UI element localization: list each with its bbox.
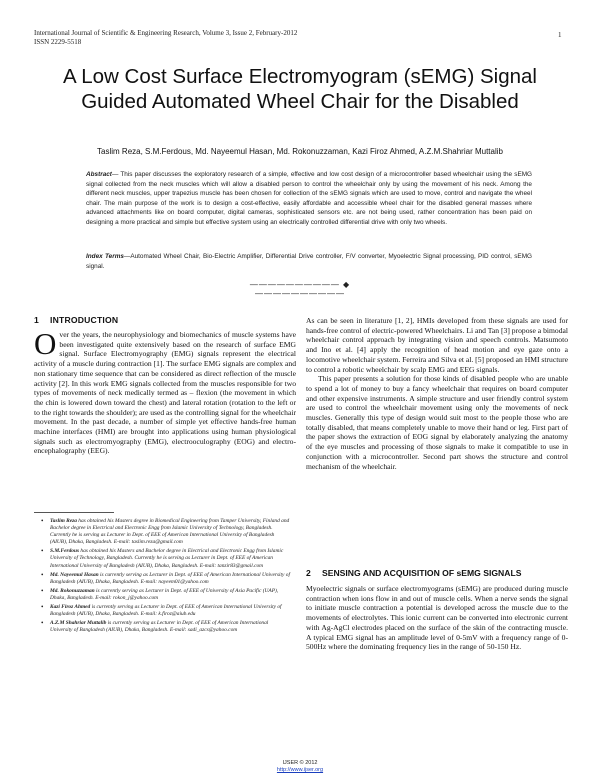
copyright: IJSER © 2012 bbox=[282, 760, 318, 766]
footnote-item: • Md. Rokonuzzaman is currently serving as Lecturer in Dept. of EEE of University of Asia Pacific (UAP), Dhaka, Bangladesh. E-mail: rokon_j@yahoo.com bbox=[50, 588, 292, 602]
index-terms-text: —Automated Wheel Chair, Bio-Electric Amplifier, Differential Drive controller, F/V converter, Myoelectric Signal processing, PID control, sEMG signal. bbox=[86, 253, 532, 270]
journal-link[interactable]: http://www.ijser.org bbox=[276, 767, 324, 773]
footnote-item: • Kazi Firoz Ahmed is currently serving as Lecturer in Dept. of EEE of American International University of Bangladesh (AIUB), Dhaka, Bangladesh. E-mail: k.firoz@aiub.edu bbox=[50, 604, 292, 618]
intro-paragraph-2: As can be seen in literature [1, 2], HMIs developed from these signals are used for hands-free control of electric-powered Wheelchairs. Li and Tan [3] propose a bimodal wheelchair control approach by integrating vision and speech controls. Matsumoto and Ino et al. [4] apply the recognition of head motion and eye gaze onto a locomotive wheelchair system. Ferreira and Silva et al. [5] proposed an HMI structure to control a robotic wheelchair by scalp EMG and EEG signals. bbox=[306, 316, 568, 374]
journal-name: International Journal of Scientific & Engineering Research, Volume 3, Issue 2, February-2012 bbox=[34, 29, 298, 37]
page-number: 1 bbox=[558, 31, 562, 39]
footnote-rule bbox=[34, 512, 114, 513]
footnote-item: • S.M.Ferdous has obtained his Masters and Bachelor degree in Electrical and Electronic Engg from Islamic University of Technology, Bangladesh. Currently he is serving as Lecturer in Dept. of EEE of American International University of Bangladesh (AIUB), Dhaka, Bangladesh. E-mail: tanzir83@gmail.com bbox=[50, 548, 292, 569]
issn: ISSN 2229-5518 bbox=[34, 38, 82, 46]
section-1-title: INTRODUCTION bbox=[50, 315, 119, 325]
intro-paragraph-3: This paper presents a solution for those kinds of disabled people who are unable to spend a lot of money to buy a fancy wheelchair that requires on board computer and other expensive instruments. A simple structure and user friendly control system are used to control the wheelchair movement using only the movements of neck muscles. Generally this type of design would suit most to the people those who are totally disabled, that means completely unable to move their hand or leg. First part of the paper shows the extraction of EOG signal by elaborately analyzing the anatomy of the eye muscles and processing of those signals to make it compatible to use in conjunction with a microcontroller. Second part shows the structure and control mechanism of the wheelchair. bbox=[306, 374, 568, 471]
page-footer bbox=[230, 760, 370, 774]
footnote-item: • Md. Nayeemul Hasan is currently serving as Lecturer in Dept. of EEE of American International University of Bangladesh (AIUB), Dhaka, Bangladesh. E-mail: nayeem01@yahoo.com bbox=[50, 572, 292, 586]
section-1-heading bbox=[34, 315, 118, 325]
footnote-item: • A.Z.M Shahriar Muttalib is currently serving as Lecturer in Dept. of EEE of American International University of Bangladesh (AIUB), Dhaka, Bangladesh. E-mail: sadi_azcs@yahoo.com bbox=[50, 620, 292, 634]
author-footnotes bbox=[40, 518, 292, 636]
author-list: Taslim Reza, S.M.Ferdous, Md. Nayeemul Hasan, Md. Rokonuzzaman, Kazi Firoz Ahmed, A.Z.M.Shahriar Muttalib bbox=[97, 147, 503, 156]
section-2-number: 2 bbox=[306, 568, 311, 578]
paper-title: A Low Cost Surface Electromyogram (sEMG) Signal Guided Automated Wheel Chair for the Disabled bbox=[63, 65, 537, 113]
section-2-title: SENSING AND ACQUISITION OF sEMG SIGNALS bbox=[322, 568, 522, 578]
drop-cap: O bbox=[34, 326, 57, 361]
abstract bbox=[86, 170, 532, 227]
section-2-heading bbox=[306, 568, 521, 578]
section-divider: —————————— ◆ —————————— bbox=[249, 280, 351, 298]
running-header bbox=[34, 29, 297, 47]
section-2-paragraph-1: Myoelectric signals or surface electromyograms (sEMG) are produced during muscle contraction when ions flow in and out of muscle cells. When a nerve sends the signal to initiate muscle contraction a potential is developed across the muscle due to the movements of electrolytes. This ionic current can be converted into electronic current with Ag-AgCl electrodes placed on the surface of the skin of the contracting muscle. A typical EMG signal has an amplitude level of 0-5mV with a frequency range of 0-500Hz where the dominating frequency lies in the range of 50-150 Hz. bbox=[306, 584, 568, 652]
index-terms bbox=[86, 252, 532, 271]
left-column bbox=[34, 326, 296, 456]
index-terms-label: Index Terms bbox=[86, 253, 124, 260]
intro-paragraph-1-text: ver the years, the neurophysiology and biomechanics of muscle systems have been investigated quite extensively based on the research of surface EMG signal. Surface Electromyography (EMG) signals represent the electrical activity of a muscle during contraction [1]. The surface EMG signals are complex and non stationary time sequence that can be considered as direct reflection of the muscle activity [2]. In this work EMG signals collected from the muscles responsible for two types of movements of neck medically termed as – flexion (the movement in which the chin is lowered down toward the chest) and lateral rotation (rotation to the left or to the right towards the shoulder); are used as the controlling signal for the wheelchair movement. In the past decade, a number of simple yet effective hands-free human machine interfaces (HMI) are brought into applications using human physiological signals such as electromyography (EMG), electrooculography (EOG) and electro-encephalography (EEG). bbox=[34, 330, 296, 456]
section-1-number: 1 bbox=[34, 315, 39, 325]
intro-paragraph-1 bbox=[34, 326, 296, 456]
footnote-item: • Taslim Reza has obtained his Masters degree in Biomedical Engineering from Tamper University, Finland and Bachelor degree in Electrical and Electronic Engg from Islamic University of Technology, Bangladesh. Currently he is serving as Lecturer in Dept. of EEE of American International University of Bangladesh (AIUB), Dhaka, Bangladesh. E-mail: taslim.reza@gmail.com bbox=[50, 518, 292, 546]
abstract-label: Abstract bbox=[86, 171, 112, 178]
right-column bbox=[306, 316, 568, 471]
abstract-text: — This paper discusses the exploratory research of a simple, effective and low cost design of a microcontroller based wheelchair using the sEMG signal collected from the neck muscles which will allow a disabled person to control the wheelchair only by using the movement of his neck. Among the different neck muscles, upper trapezius muscle has been chosen for collection of the sEMG signals which are used to move, control and navigate the wheel chair. The main purpose of the work is to design a cost-effective, easily affordable and accessible wheel chair for the disabled general masses where advanced attachments like on board computer, digital cameras, sophisticated sensors etc. are not being used, rather concentration has been paid on designing a more practical and simple but effective system using an electrically controlled differential drive with only two wheels. bbox=[86, 171, 532, 226]
